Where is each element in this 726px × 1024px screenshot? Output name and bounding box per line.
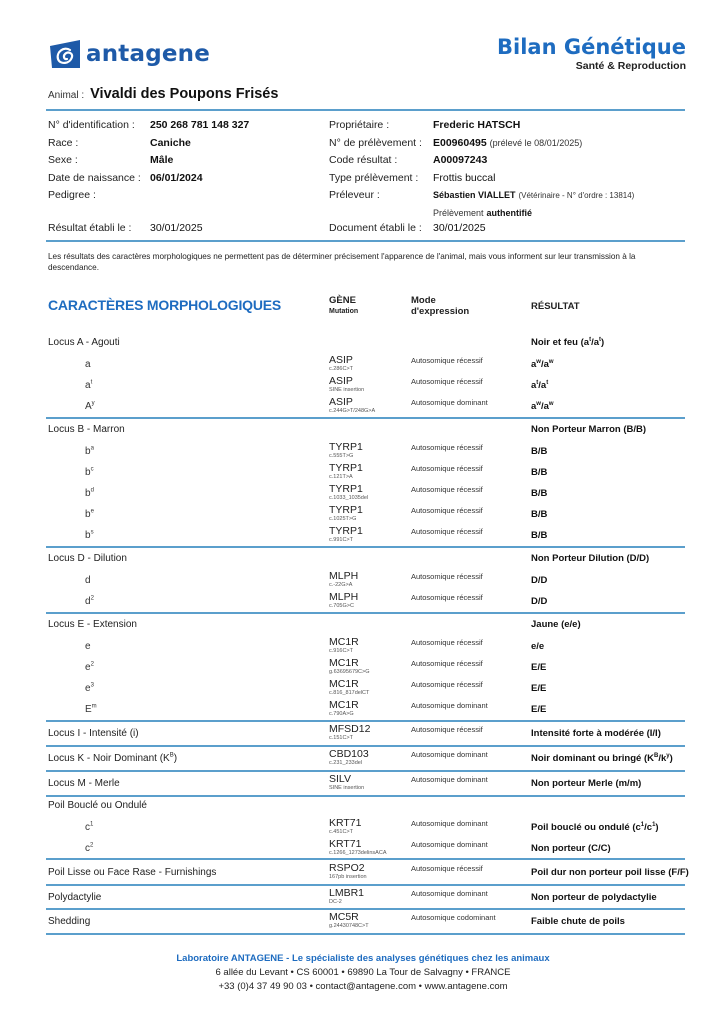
gene-name: RSPO2 <box>329 862 365 874</box>
race-value: Caniche <box>150 136 191 149</box>
result-date-label: Résultat établi le : <box>48 222 132 234</box>
result-date-value: 30/01/2025 <box>150 222 203 234</box>
expression-mode: Autosomique récessif <box>411 864 483 873</box>
expression-mode: Autosomique récessif <box>411 356 483 365</box>
expression-mode: Autosomique récessif <box>411 464 483 473</box>
gene-cell <box>329 912 369 930</box>
group-label: Poil Bouclé ou Ondulé <box>48 800 147 811</box>
brand-logo <box>48 38 210 70</box>
gene-cell <box>329 658 370 676</box>
gene-name: MLPH <box>329 591 359 603</box>
gene-name: TYRP1 <box>329 441 363 453</box>
group-result: Jaune (e/e) <box>531 619 581 630</box>
gene-name: CBD103 <box>329 748 369 760</box>
mutation: c.916C>T <box>329 648 353 654</box>
gene-cell <box>329 724 370 742</box>
allele-label: $b^d$ <box>85 487 94 499</box>
divider <box>46 770 685 772</box>
gene-name: ASIP <box>329 375 353 387</box>
expression-mode: Autosomique récessif <box>411 680 483 689</box>
col-mode-label-2: d'expression <box>411 306 470 317</box>
gene-name: TYRP1 <box>329 462 363 474</box>
gene-cell <box>329 839 387 857</box>
gene-name: ASIP <box>329 354 353 366</box>
birthdate-label: Date de naissance : <box>48 171 141 184</box>
result-value: Non porteur de polydactylie <box>531 891 657 903</box>
gene-name: MC1R <box>329 657 359 669</box>
title-subtitle: Santé & Reproduction <box>575 60 686 72</box>
expression-mode: Autosomique dominant <box>411 775 488 784</box>
divider <box>46 720 685 722</box>
info-left <box>48 117 249 205</box>
locus-label: Locus I - Intensité (i) <box>48 728 139 739</box>
group-result: Non Porteur Dilution (D/D) <box>531 553 650 564</box>
locus-label: Poil Lisse ou Face Rase - Furnishings <box>48 867 217 878</box>
footer-address: 6 allée du Levant • CS 60001 • 69890 La Tour de Salvagny • FRANCE <box>215 967 511 978</box>
result-value: e/e <box>531 641 545 652</box>
expression-mode: Autosomique dominant <box>411 701 488 710</box>
gene-name: LMBR1 <box>329 886 365 899</box>
mutation: c.1266_1273delinsACA <box>329 850 387 856</box>
birthdate-value: 06/01/2024 <box>150 171 203 184</box>
title-main: Bilan Génétique <box>497 35 686 59</box>
type-label: Type prélèvement : <box>329 171 419 184</box>
gene-name: MC1R <box>329 636 359 648</box>
gene-cell <box>329 442 363 460</box>
allele-label: $c^2$ <box>85 842 94 854</box>
locus-label: Locus K - Noir Dominant $(K^B)$ <box>48 752 178 764</box>
allele-label: d <box>85 575 91 586</box>
expression-mode: Autosomique dominant <box>411 398 488 407</box>
result-value: $a^w/a^w$ <box>531 358 554 370</box>
mutation: c.1025T>G <box>329 516 357 522</box>
col-gene-header <box>329 295 358 317</box>
allele-label: $E^m$ <box>85 703 97 715</box>
allele-label: $A^y$ <box>85 400 95 412</box>
locus-label: Polydactylie <box>48 891 102 903</box>
info-right <box>329 117 634 222</box>
result-date-row <box>48 220 203 238</box>
id-value: 250 268 781 148 327 <box>150 119 250 131</box>
result-value: Non porteur (C/C) <box>531 843 611 854</box>
footer-lab: Laboratoire ANTAGENE - Le spécialiste des analyses génétiques chez les animaux <box>176 953 550 964</box>
allele-label: $b^a$ <box>85 445 94 457</box>
animal-heading <box>48 86 278 102</box>
pedigree-label: Pedigree : <box>48 189 96 201</box>
result-value: E/E <box>531 662 547 673</box>
gene-cell <box>329 700 359 718</box>
divider <box>46 417 685 419</box>
mutation: g.63695679C>G <box>329 669 370 675</box>
result-value: B/B <box>531 488 548 499</box>
section-title: CARACTÈRES MORPHOLOGIQUES <box>48 297 282 313</box>
document-title <box>497 34 686 72</box>
result-value: Faible chute de poils <box>531 916 625 927</box>
result-value: E/E <box>531 683 547 694</box>
gene-cell <box>329 505 363 523</box>
result-value: Poil bouclé ou ondulé $(c^1/c^1)$ <box>531 821 659 833</box>
gene-name: TYRP1 <box>329 525 363 537</box>
result-value: E/E <box>531 704 547 715</box>
expression-mode: Autosomique récessif <box>411 527 483 536</box>
gene-name: MC1R <box>329 699 359 711</box>
gene-cell <box>329 484 368 502</box>
expression-mode: Autosomique récessif <box>411 485 483 494</box>
sample-note: (prélevé le 08/01/2025) <box>489 137 583 148</box>
result-value: Intensité forte à modérée (I/I) <box>531 728 661 739</box>
gene-cell <box>329 749 369 767</box>
sampler-note: (Vétérinaire - N° d'ordre : 13814) <box>518 191 635 200</box>
gene-cell <box>329 463 363 481</box>
owner-value: Frederic HATSCH <box>433 119 521 131</box>
race-label: Race : <box>48 136 79 149</box>
id-label: N° d'identification : <box>48 119 135 131</box>
mutation: c.705G>C <box>329 603 354 609</box>
gene-name: KRT71 <box>329 838 362 850</box>
gene-cell <box>329 818 362 836</box>
brand-name: antagene <box>86 41 211 67</box>
locus-label: Shedding <box>48 916 91 927</box>
mutation: c.231_233del <box>329 760 363 766</box>
sample-value: E00960495 <box>433 136 487 149</box>
col-mode-header <box>411 295 469 317</box>
mutation: c.151C>T <box>329 735 353 741</box>
allele-label: $b^s$ <box>85 529 94 541</box>
mutation: c.121T>A <box>329 474 353 480</box>
expression-mode: Autosomique dominant <box>411 750 488 759</box>
expression-mode: Autosomique récessif <box>411 725 483 734</box>
auth-value: authentifié <box>486 207 532 218</box>
result-value: Poil dur non porteur poil lisse (F/F) <box>531 867 689 878</box>
mutation: c.-22G>A <box>329 582 353 588</box>
divider <box>46 795 685 797</box>
group-label: Locus D - Dilution <box>48 553 127 564</box>
col-gene-label: GÈNE <box>329 295 356 306</box>
allele-label: $b^c$ <box>85 466 94 478</box>
owner-label: Propriétaire : <box>329 119 390 131</box>
mutation: g.24430748C>T <box>329 923 369 929</box>
type-value: Frottis buccal <box>433 171 496 184</box>
animal-name: Vivaldi des Poupons Frisés <box>90 86 279 102</box>
gene-cell <box>329 571 358 589</box>
animal-label: Animal : <box>48 90 85 101</box>
expression-mode: Autosomique récessif <box>411 638 483 647</box>
allele-label: a <box>85 359 91 370</box>
expression-mode: Autosomique récessif <box>411 377 483 386</box>
mutation: c.286C>T <box>329 366 353 372</box>
auth-prefix: Prélèvement <box>433 207 484 218</box>
gene-cell <box>329 355 353 373</box>
gene-name: MC5R <box>329 911 359 923</box>
code-value: A00097243 <box>433 154 488 166</box>
divider <box>46 240 685 242</box>
allele-label: $b^e$ <box>85 508 94 520</box>
result-value: Non porteur Merle (m/m) <box>531 778 642 789</box>
gene-name: TYRP1 <box>329 504 363 516</box>
mutation: c.816_817delCT <box>329 690 370 696</box>
divider <box>46 908 685 910</box>
mutation: c.1033_1035del <box>329 495 369 501</box>
gene-name: TYRP1 <box>329 483 363 495</box>
gene-name: MFSD12 <box>329 723 371 735</box>
divider <box>46 933 685 935</box>
result-value: B/B <box>531 446 548 457</box>
sampler-value: Sébastien VIALLET <box>433 190 516 200</box>
gene-cell <box>329 592 358 610</box>
antagene-logo-icon <box>48 38 82 70</box>
doc-date-value: 30/01/2025 <box>433 222 486 234</box>
allele-label: $a^t$ <box>85 379 93 391</box>
divider <box>46 546 685 548</box>
allele-label: e <box>85 641 91 652</box>
doc-date-row <box>329 220 486 238</box>
sampler-label: Préleveur : <box>329 189 380 201</box>
footer <box>0 952 726 994</box>
mutation: c.451C>T <box>329 829 353 835</box>
mutation: c.244G>T/248G>A <box>329 408 376 414</box>
sample-label: N° de prélèvement : <box>329 136 422 149</box>
allele-label: $c^1$ <box>85 821 94 833</box>
doc-date-label: Document établi le : <box>329 222 422 234</box>
mutation: DC-2 <box>329 898 342 905</box>
gene-cell <box>329 397 375 415</box>
expression-mode: Autosomique récessif <box>411 572 483 581</box>
result-value: D/D <box>531 575 548 586</box>
mutation: SINE insertion <box>329 785 365 791</box>
gene-name: SILV <box>329 773 351 785</box>
locus-label: Locus M - Merle <box>48 778 120 789</box>
mutation: c.555T>G <box>329 453 354 459</box>
gene-cell <box>329 637 359 655</box>
gene-name: MLPH <box>329 570 359 582</box>
mutation: SINE insertion <box>329 387 365 393</box>
group-label: Locus E - Extension <box>48 619 137 630</box>
gene-cell <box>329 376 364 394</box>
col-mutation-label: Mutation <box>329 308 359 315</box>
code-label: Code résultat : <box>329 154 398 166</box>
divider <box>46 884 685 886</box>
expression-mode: Autosomique récessif <box>411 593 483 602</box>
expression-mode: Autosomique dominant <box>411 840 488 849</box>
mutation: c.790A>G <box>329 711 354 717</box>
result-value: B/B <box>531 467 548 478</box>
group-label: Locus A - Agouti <box>48 337 120 348</box>
footer-contact: +33 (0)4 37 49 90 03 • contact@antagene.com • www.antagene.com <box>218 981 508 992</box>
sex-value: Mâle <box>150 154 174 166</box>
mutation: 167pb insertion <box>329 874 367 880</box>
expression-mode: Autosomique codominant <box>411 913 496 922</box>
result-value: $a^w/a^w$ <box>531 400 554 412</box>
group-label: Locus B - Marron <box>48 424 125 435</box>
col-mode-label-1: Mode <box>411 295 436 306</box>
gene-name: ASIP <box>329 396 353 408</box>
allele-label: $d^2$ <box>85 595 94 607</box>
divider <box>46 858 685 860</box>
allele-label: $e^3$ <box>85 682 94 694</box>
sex-label: Sexe : <box>48 154 78 166</box>
expression-mode: Autosomique dominant <box>411 819 488 828</box>
gene-name: MC1R <box>329 678 359 690</box>
col-result-header: RÉSULTAT <box>531 301 580 312</box>
gene-cell <box>329 679 369 697</box>
result-value: Noir dominant ou bringé $(K^B/k^y)$ <box>531 752 673 764</box>
result-value: $a^t/a^t$ <box>531 379 549 391</box>
expression-mode: Autosomique récessif <box>411 443 483 452</box>
group-result: Non Porteur Marron (B/B) <box>531 424 647 435</box>
result-value: B/B <box>531 509 548 520</box>
gene-cell <box>329 888 364 906</box>
group-result: Noir et feu $(a^t/a^t)$ <box>531 336 605 348</box>
expression-mode: Autosomique récessif <box>411 506 483 515</box>
divider <box>46 109 685 111</box>
allele-label: $e^2$ <box>85 661 94 673</box>
divider <box>46 612 685 614</box>
gene-cell <box>329 774 364 792</box>
mutation: c.991C>T <box>329 537 353 543</box>
divider <box>46 745 685 747</box>
disclaimer-note: Les résultats des caractères morphologiques ne permettent pas de déterminer précisement l'apparence de l'animal, mais vous informent sur leur transmission à la descendance. <box>48 252 636 272</box>
gene-name: KRT71 <box>329 817 362 829</box>
result-value: D/D <box>531 596 548 607</box>
result-value: B/B <box>531 530 548 541</box>
expression-mode: Autosomique récessif <box>411 659 483 668</box>
expression-mode: Autosomique dominant <box>411 888 488 898</box>
gene-cell <box>329 526 363 544</box>
gene-cell <box>329 863 367 881</box>
